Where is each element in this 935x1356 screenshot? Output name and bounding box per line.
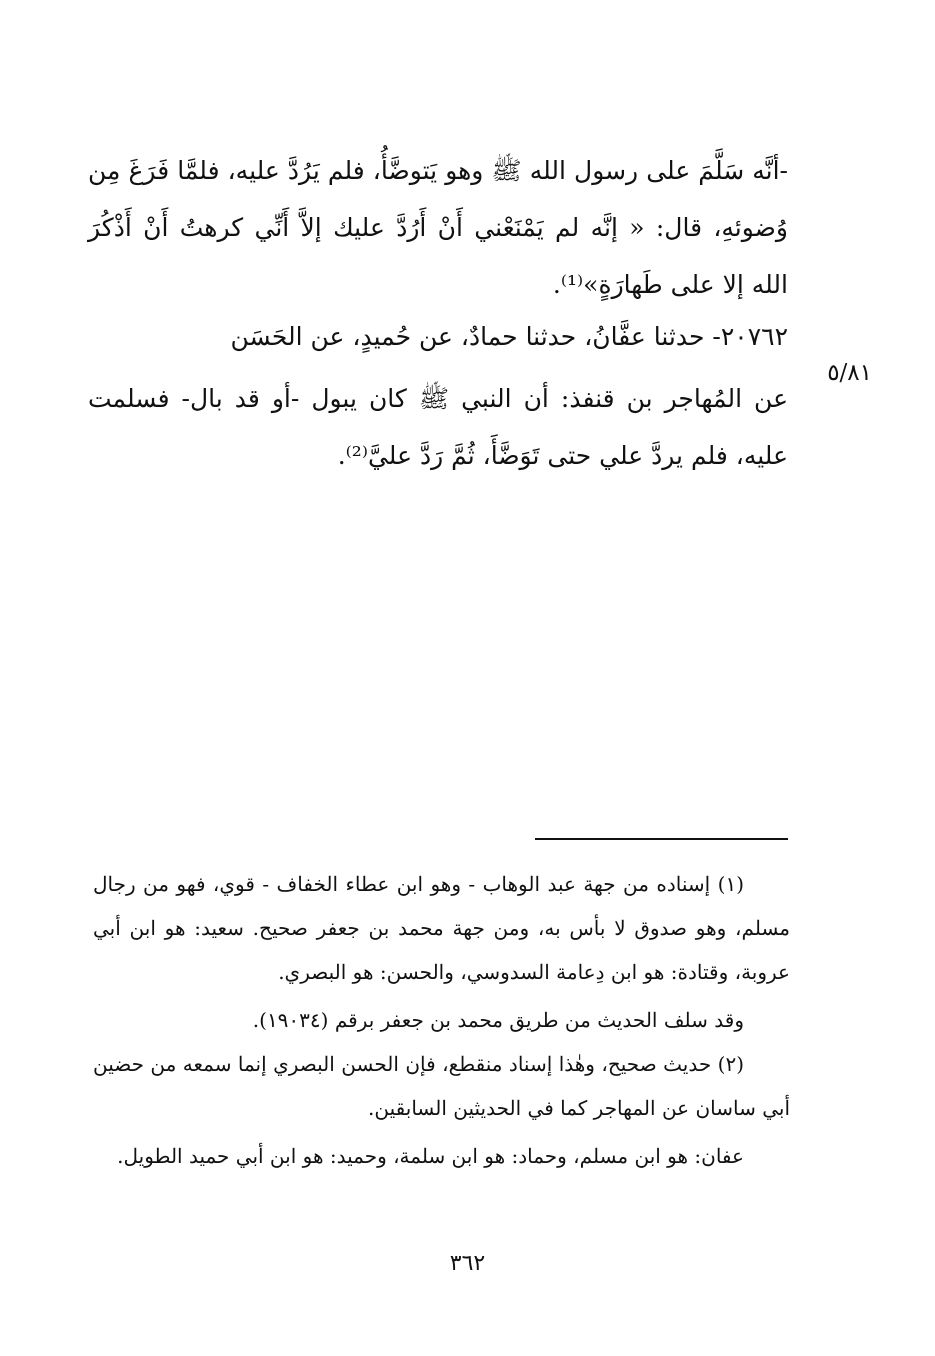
footnote-separator (535, 838, 788, 840)
footnotes (93, 862, 790, 1178)
hadith-text-continuation: -أنَّه سَلَّمَ على رسول الله ﷺ وهو يَتوضَّأُ، فلم يَرُدَّ عليه، فلمَّا فَرَغَ مِن وُضوئهِ، قال: « إنَّه لم يَمْنَعْني أَنْ أَرُدَّ عليك إلاَّ أَنِّي كرهتُ أَنْ أَذْكُرَ الله إلا على طَهارَةٍ»⁽¹⁾. (88, 156, 788, 299)
footnote-1-continued: وقد سلف الحديث من طريق محمد بن جعفر برقم (١٩٠٣٤). (252, 1008, 744, 1032)
footnote-2: (٢) حديث صحيح، وهٰذا إسناد منقطع، فإن الحسن البصري إنما سمعه من حضين أبي ساسان عن المهاجر كما في الحديثين السابقين. (93, 1052, 790, 1120)
margin-reference: ٥/٨١ (827, 360, 872, 386)
footnote-1: (١) إسناده من جهة عبد الوهاب - وهو ابن عطاء الخفاف - قوي، فهو من رجال مسلم، وهو صدوق لا بأس به، ومن جهة محمد بن جعفر صحيح. سعيد: هو ابن أبي عروبة، وقتادة: هو ابن دِعامة السدوسي، والحسن: هو البصري. (93, 872, 790, 984)
hadith-matn: عن المُهاجر بن قنفذ: أن النبي ﷺ كان يبول -أو قد بال- فسلمت عليه، فلم يردَّ علي حتى تَوَضَّأَ، ثُمَّ رَدَّ عليَّ⁽²⁾. (88, 384, 788, 470)
hadith-isnad: ٢٠٧٦٢- حدثنا عفَّانُ، حدثنا حمادٌ، عن حُميدٍ، عن الحَسَن (230, 322, 788, 351)
footnote-2-continued: عفان: هو ابن مسلم، وحماد: هو ابن سلمة، وحميد: هو ابن أبي حميد الطويل. (117, 1144, 744, 1168)
page-number: ٣٦٢ (449, 1251, 486, 1276)
